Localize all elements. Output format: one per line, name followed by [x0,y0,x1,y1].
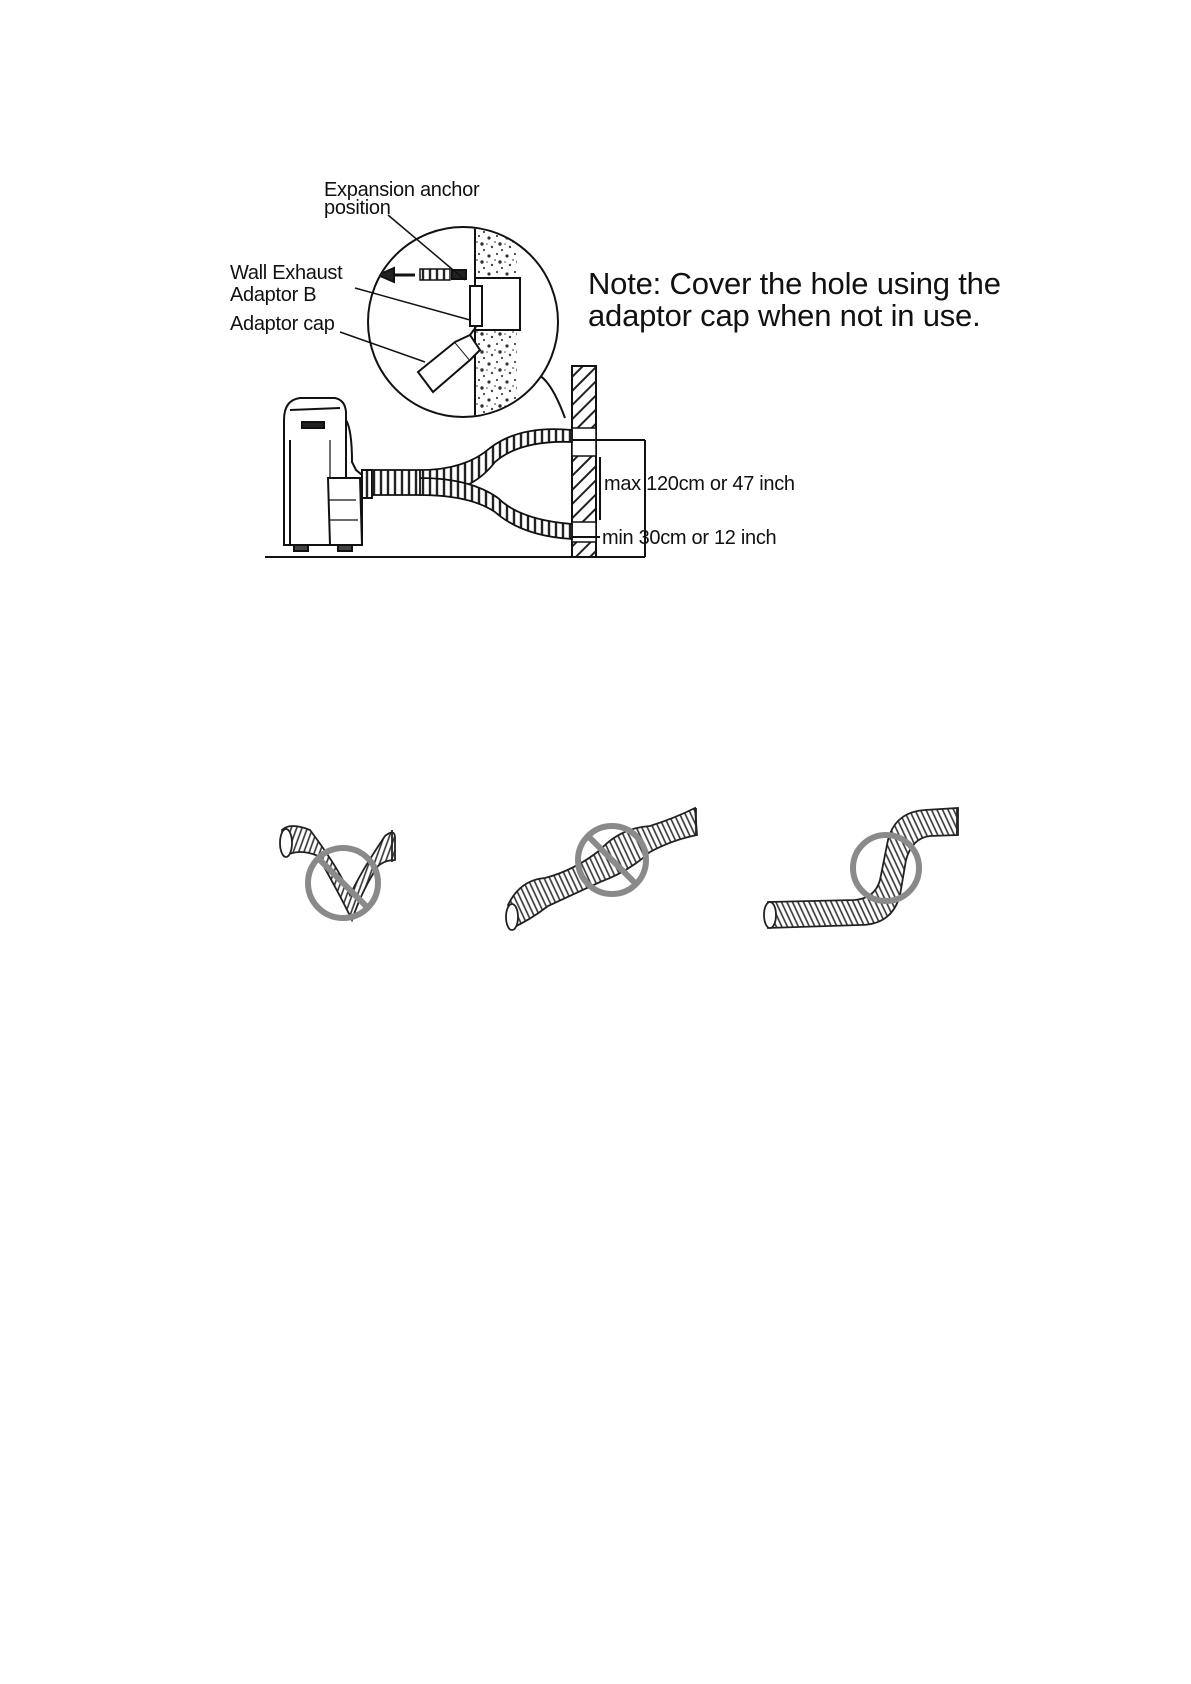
note-line-1: Note: Cover the hole using the [588,266,1001,301]
twisted-hose-figure [506,808,697,930]
exhaust-hoses [372,429,572,539]
wall-exhaust-label-1: Wall Exhaust [230,262,343,284]
expansion-anchor-label-2: position [324,197,391,219]
u-bend-hose-figure [280,826,395,920]
air-conditioner-unit [284,398,372,551]
expansion-anchor-label-1: Expansion anchor [324,179,480,201]
adaptor-cap-label: Adaptor cap [230,313,335,335]
wall-exhaust-label-2: Adaptor B [230,284,317,306]
max-height-label: max 120cm or 47 inch [604,473,795,495]
note-line-2: adaptor cap when not in use. [588,298,981,333]
detail-callout [368,210,565,435]
wall [572,366,596,557]
gentle-bend-hose-figure [764,808,958,928]
min-height-label: min 30cm or 12 inch [602,527,777,549]
